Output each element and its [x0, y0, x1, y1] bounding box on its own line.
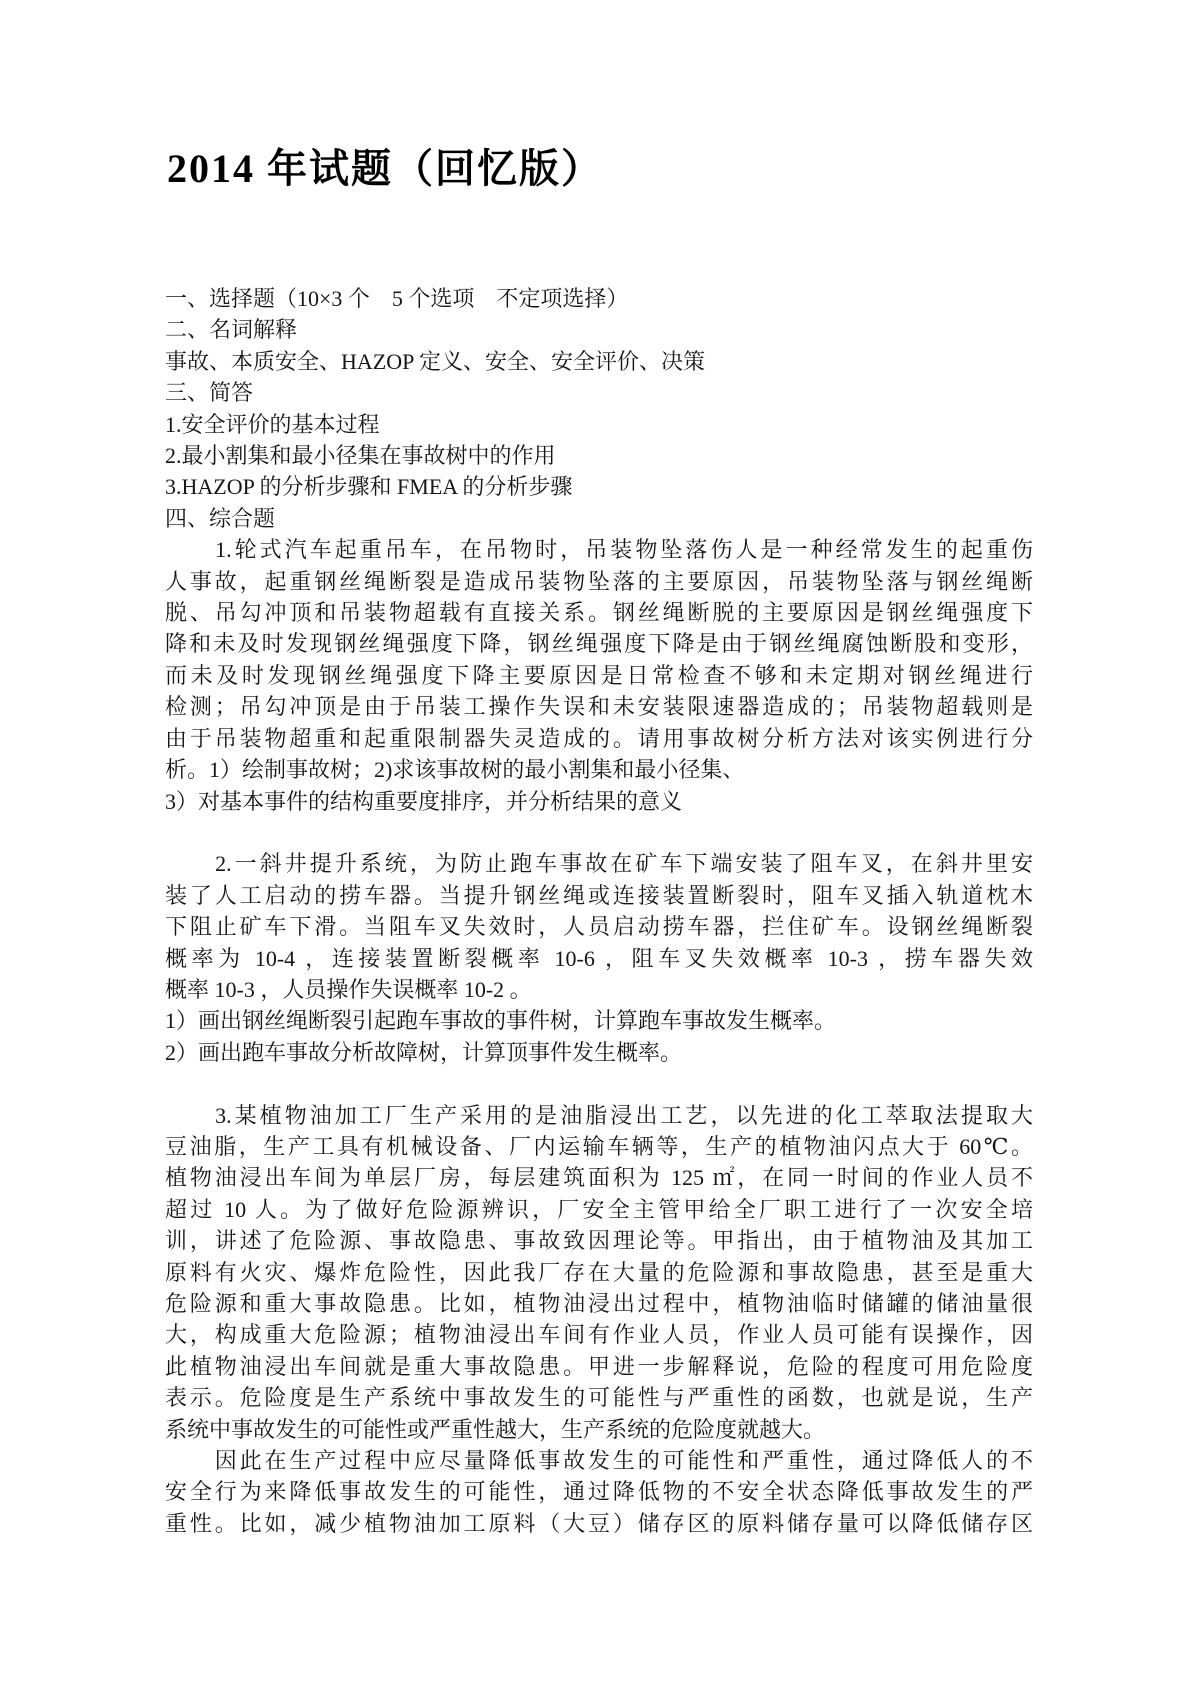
- text-line: 而未及时发现钢丝绳强度下降主要原因是日常检查不够和未定期对钢丝绳进行: [165, 662, 1033, 688]
- text-line: 装了人工启动的捞车器。当提升钢丝绳或连接装置断裂时，阻车叉插入轨道枕木: [165, 882, 1033, 908]
- paragraph-block: [165, 1100, 1033, 1540]
- document-title: 2014 年试题（回忆版）: [167, 146, 603, 191]
- text-line: 人事故，起重钢丝绳断裂是造成吊装物坠落的主要原因，吊装物坠落与钢丝绳断: [165, 568, 1033, 594]
- text-line: 1.安全评价的基本过程: [165, 411, 380, 437]
- text-line: 事故、本质安全、HAZOP 定义、安全、安全评价、决策: [165, 348, 706, 374]
- text-line: 由于吊装物超重和起重限制器失灵造成的。请用事故树分析方法对该实例进行分: [165, 725, 1033, 751]
- text-line: 因此在生产过程中应尽量降低事故发生的可能性和严重性，通过降低人的不: [165, 1448, 1033, 1473]
- text-line: 1）画出钢丝绳断裂引起跑车事故的事件树，计算跑车事故发生概率。: [165, 1008, 837, 1034]
- text-line: 系统中事故发生的可能性或严重性越大，生产系统的危险度就越大。: [165, 1416, 826, 1442]
- text-line: 一、选择题（10×3 个 5 个选项 不定项选择）: [165, 286, 629, 311]
- text-line: 析。1）绘制事故树；2)求该事故树的最小割集和最小径集、: [165, 757, 745, 783]
- text-line: 2.最小割集和最小径集在事故树中的作用: [165, 443, 556, 469]
- text-line: 训，讲述了危险源、事故隐患、事故致因理论等。甲指出，由于植物油及其加工: [165, 1228, 1033, 1254]
- text-line: 3.HAZOP 的分析步骤和 FMEA 的分析步骤: [165, 474, 573, 500]
- text-line: 豆油脂，生产工具有机械设备、厂内运输车辆等，生产的植物油闪点大于 60℃。: [165, 1133, 1033, 1159]
- text-line: 3.某植物油加工厂生产采用的是油脂浸出工艺，以先进的化工萃取法提取大: [165, 1102, 1033, 1128]
- text-line: 概率为 10-4 ，连接装置断裂概率 10-6 ，阻车叉失效概率 10-3 ，捞车器失效: [165, 945, 1033, 971]
- text-line: 二、名词解释: [165, 317, 298, 343]
- text-line: 安全行为来降低事故发生的可能性，通过降低物的不安全状态降低事故发生的严: [165, 1479, 1033, 1505]
- text-line: 四、综合题: [165, 505, 276, 531]
- text-line: 脱、吊勾冲顶和吊装物超载有直接关系。钢丝绳断脱的主要原因是钢丝绳强度下: [165, 600, 1033, 626]
- text-line: 2）画出跑车事故分析故障树，计算顶事件发生概率。: [165, 1039, 683, 1065]
- text-line: 超过 10 人。为了做好危险源辨识，厂安全主管甲给全厂职工进行了一次安全培: [165, 1196, 1033, 1222]
- text-line: 降和未及时发现钢丝绳强度下降，钢丝绳强度下降是由于钢丝绳腐蚀断股和变形，: [165, 631, 1033, 657]
- text-line: 2.一斜井提升系统，为防止跑车事故在矿车下端安装了阻车叉，在斜井里安: [165, 851, 1033, 877]
- text-line: 原料有火灾、爆炸危险性，因此我厂存在大量的危险源和事故隐患，甚至是重大: [165, 1259, 1033, 1285]
- text-line: 3）对基本事件的结构重要度排序，并分析结果的意义: [165, 788, 683, 814]
- paragraph-block: [165, 283, 1033, 817]
- text-line: 危险源和重大事故隐患。比如，植物油浸出过程中，植物油临时储罐的储油量很: [165, 1290, 1033, 1316]
- text-line: 1.轮式汽车起重吊车，在吊物时，吊装物坠落伤人是一种经常发生的起重伤: [165, 537, 1033, 563]
- text-line: 植物油浸出车间为单层厂房，每层建筑面积为 125 ㎡，在同一时间的作业人员不: [165, 1165, 1033, 1191]
- text-line: 大，构成重大危险源；植物油浸出车间有作业人员，作业人员可能有误操作，因: [165, 1322, 1033, 1348]
- text-line: 概率 10-3 ，人员操作失误概率 10-2 。: [165, 976, 532, 1002]
- text-line: 检测；吊勾冲顶是由于吊装工操作失误和未安装限速器造成的；吊装物超载则是: [165, 694, 1033, 720]
- text-line: 三、简答: [165, 380, 254, 406]
- text-line: 下阻止矿车下滑。当阻车叉失效时，人员启动捞车器，拦住矿车。设钢丝绳断裂: [165, 914, 1033, 940]
- paragraph-block: [165, 848, 1033, 1068]
- document-body: [165, 283, 1033, 1539]
- text-line: 表示。危险度是生产系统中事故发生的可能性与严重性的函数，也就是说，生产: [165, 1385, 1033, 1411]
- text-line: 此植物油浸出车间就是重大事故隐患。甲进一步解释说，危险的程度可用危险度: [165, 1353, 1033, 1379]
- text-line: 重性。比如，减少植物油加工原料（大豆）储存区的原料储存量可以降低储存区: [165, 1510, 1033, 1536]
